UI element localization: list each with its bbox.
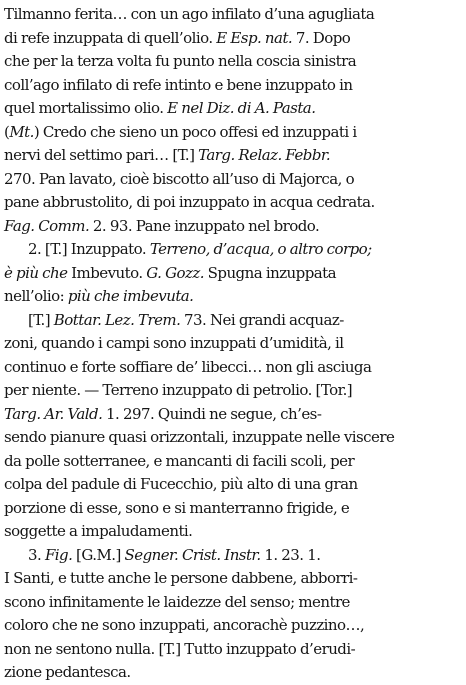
text-segment: colpa del padule di Fucecchio, più alto di una gran xyxy=(4,475,358,493)
italic-citation: è più che xyxy=(4,263,68,282)
text-segment: 2. 93. Pane inzuppato nel brodo. xyxy=(89,216,320,235)
text-segment: scono infinitamente le laidezze del senso; mentre xyxy=(4,592,350,611)
text-line xyxy=(4,497,462,521)
text-line xyxy=(4,74,462,98)
text-line xyxy=(4,285,462,309)
italic-citation: più che imbevuta. xyxy=(67,287,194,305)
text-line xyxy=(4,356,462,380)
text-segment: 270. Pan lavato, cioè biscotto all’uso di Majorca, o xyxy=(4,169,355,188)
italic-citation: G. Gozz. xyxy=(146,263,204,282)
text-line xyxy=(4,3,462,27)
text-line xyxy=(4,144,462,168)
text-segment: sendo pianure quasi orizzontali, inzuppate nelle viscere xyxy=(4,428,395,446)
text-line xyxy=(4,426,462,450)
text-segment: 1. 23. 1. xyxy=(260,545,321,564)
text-segment: I Santi, e tutte anche le persone dabbene, abborri- xyxy=(4,569,358,587)
text-segment: 2. [T.] Inzuppato. xyxy=(28,240,150,258)
text-line xyxy=(4,638,462,662)
text-segment: pane abbrustolito, di poi inzuppato in acqua cedrata. xyxy=(4,193,375,211)
text-segment: di refe inzuppata di quell’olio. xyxy=(4,28,217,47)
text-segment: [T.] xyxy=(28,310,54,329)
text-segment: coloro che ne sono inzuppati, ancorachè puzzino…, xyxy=(4,616,365,634)
text-line xyxy=(4,50,462,74)
italic-citation: Mt. xyxy=(9,122,34,141)
dictionary-page xyxy=(4,3,462,681)
text-segment: soggette a impaludamenti. xyxy=(4,522,193,540)
text-line xyxy=(4,661,462,685)
italic-citation: Bottar. Lez. Trem. xyxy=(53,310,181,329)
text-line xyxy=(4,191,462,215)
text-line xyxy=(4,591,462,615)
text-segment: [G.M.] xyxy=(72,545,125,564)
text-segment: per niente. — Terreno inzuppato di petrolio. [Tor.] xyxy=(4,381,353,399)
text-line xyxy=(4,215,462,239)
text-segment: porzione di esse, sono e si manterranno frigide, e xyxy=(4,498,350,517)
italic-citation: Terreno, d’acqua, o altro corpo; xyxy=(149,240,372,258)
text-line xyxy=(4,309,462,333)
text-segment: Tilmanno ferita… con un ago infilato d’una agugliata xyxy=(4,5,375,23)
text-segment: da polle sotterranee, e mancanti di facili scoli, per xyxy=(4,451,355,470)
text-segment: non ne sentono nulla. [T.] Tutto inzuppato d’erudi- xyxy=(4,639,356,658)
text-line xyxy=(4,520,462,544)
text-segment: Spugna inzuppata xyxy=(203,263,337,282)
italic-citation: E Esp. nat. xyxy=(216,28,293,47)
text-line xyxy=(4,332,462,356)
text-segment: zoni, quando i campi sono inzuppati d’umidità, il xyxy=(4,334,344,352)
text-segment: quel mortalissimo olio. xyxy=(4,99,168,117)
italic-citation: E nel Diz. di A. Pasta. xyxy=(167,99,316,117)
text-line xyxy=(4,121,462,145)
text-line xyxy=(4,262,462,286)
text-segment: 1. 297. Quindi ne segue, ch’es- xyxy=(102,404,322,423)
text-line xyxy=(4,168,462,192)
text-segment: 7. Dopo xyxy=(292,28,351,47)
text-line xyxy=(4,97,462,121)
text-segment: ) Credo che sieno un poco offesi ed inzuppati i xyxy=(33,122,357,141)
italic-citation: Fag. Comm. xyxy=(4,216,90,235)
text-segment: ( xyxy=(4,122,10,141)
text-segment: che per la terza volta fu punto nella coscia sinistra xyxy=(4,52,357,70)
text-segment: Imbevuto. xyxy=(67,263,147,282)
italic-citation: Targ. Relaz. Febbr. xyxy=(198,146,331,164)
text-segment: 3. xyxy=(28,545,45,564)
text-segment: nell’olio: xyxy=(4,287,68,305)
text-line xyxy=(4,379,462,403)
text-line xyxy=(4,614,462,638)
text-segment: continuo e forte soffiare de’ libecci… non gli asciuga xyxy=(4,357,372,376)
text-line xyxy=(4,567,462,591)
italic-citation: Fig. xyxy=(44,545,73,564)
text-segment: zione pedantesca. xyxy=(4,663,131,681)
text-line xyxy=(4,544,462,568)
text-segment: coll’ago infilato di refe intinto e bene inzuppato in xyxy=(4,75,353,94)
text-line xyxy=(4,27,462,51)
text-line xyxy=(4,403,462,427)
text-line xyxy=(4,238,462,262)
text-segment: 73. Nei grandi acquaz- xyxy=(180,310,344,329)
italic-citation: Segner. Crist. Instr. xyxy=(124,545,261,564)
text-segment: nervi del settimo pari… [T.] xyxy=(4,146,199,164)
text-line xyxy=(4,473,462,497)
text-line xyxy=(4,450,462,474)
italic-citation: Targ. Ar. Vald. xyxy=(4,404,103,423)
